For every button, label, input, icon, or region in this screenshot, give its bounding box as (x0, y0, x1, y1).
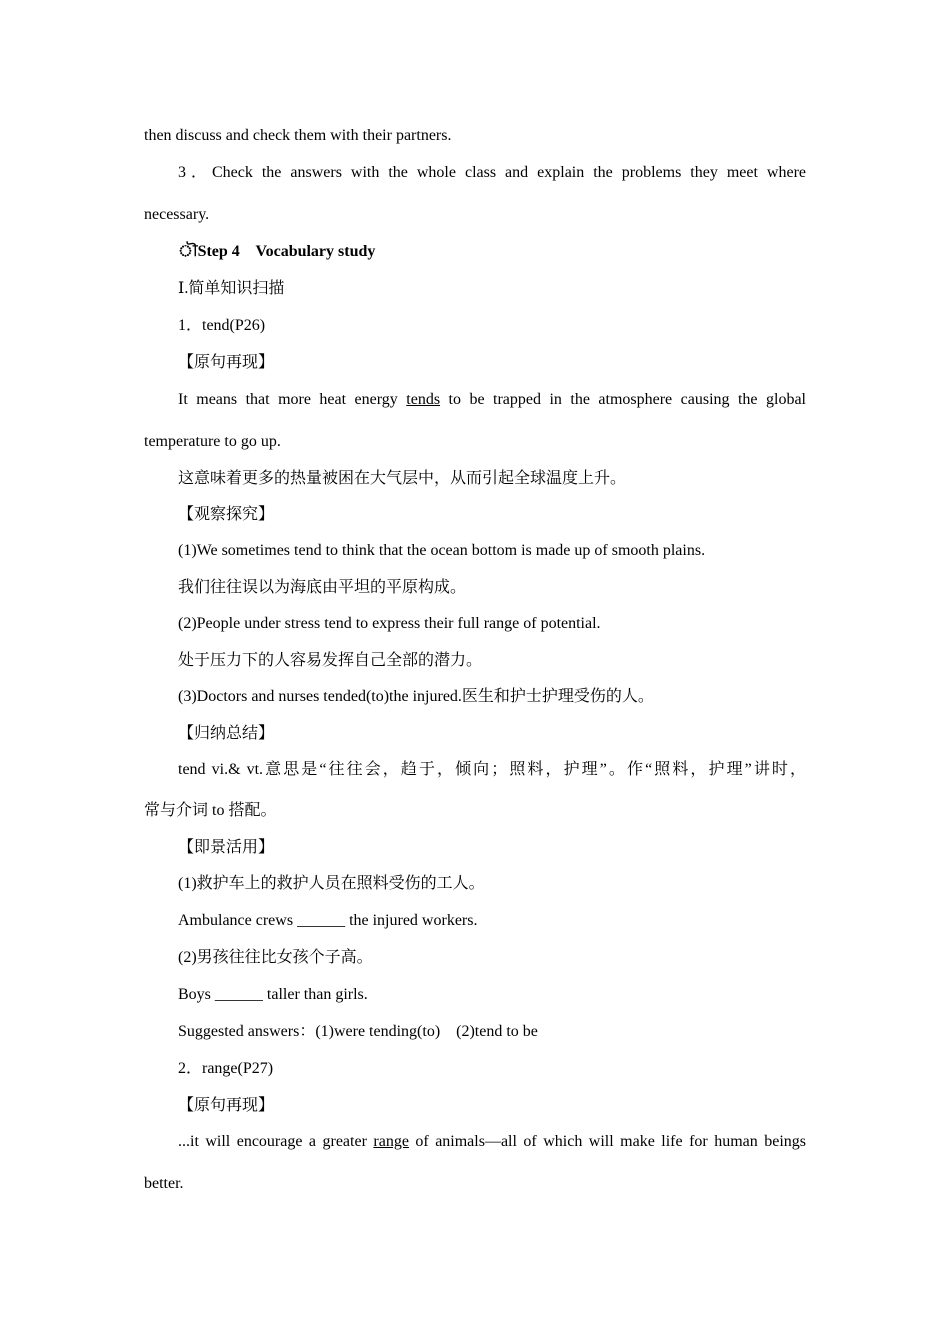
paragraph-line: better. (144, 1175, 184, 1192)
sentence-text: to be trapped in the atmosphere causing the global (440, 391, 807, 408)
exercise-prompt: (1)救护车上的救护人员在照料受伤的工人。 (178, 875, 485, 892)
step-marker: ৗ (178, 243, 198, 260)
paragraph-line: 3．Check the answers with the whole class and explain the problems they meet where (178, 164, 807, 181)
keyword-underlined: tends (406, 391, 441, 408)
sentence-text: of animals—all of which will make life for human beings (408, 1133, 806, 1150)
suggested-answers: Suggested answers：(1)were tending(to) (2)tend to be (178, 1023, 538, 1040)
example-sentence: (3)Doctors and nurses tended(to)the injured.医生和护士护理受伤的人。 (178, 688, 654, 705)
section-tag: 【原句再现】 (178, 1097, 275, 1114)
exercise-item: Boys ______ taller than girls. (178, 986, 368, 1003)
translation: 处于压力下的人容易发挥自己全部的潜力。 (178, 652, 483, 669)
exercise-prompt: (2)男孩往往比女孩个子高。 (178, 949, 373, 966)
example-sentence: (1)We sometimes tend to think that the ocean bottom is made up of smooth plains. (178, 542, 706, 559)
section-tag: 【归纳总结】 (178, 725, 275, 742)
sentence-text: It means that more heat energy (178, 391, 407, 408)
keyword-underlined: range (373, 1133, 409, 1150)
section-tag: 【原句再现】 (178, 354, 275, 371)
paragraph-line: necessary. (144, 206, 210, 223)
paragraph-line: then discuss and check them with their partners. (144, 127, 452, 144)
paragraph-line: temperature to go up. (144, 433, 281, 450)
section-heading: Ⅰ.简单知识扫描 (178, 280, 285, 297)
word-heading: 2．range(P27) (178, 1060, 274, 1077)
translation: 这意味着更多的热量被困在大气层中，从而引起全球温度上升。 (178, 470, 627, 487)
step-heading (178, 242, 375, 262)
exercise-item: Ambulance crews ______ the injured workers. (178, 912, 478, 929)
section-tag: 【即景活用】 (178, 839, 275, 856)
summary-line: 常与介词 to 搭配。 (144, 802, 277, 819)
word-heading: 1．tend(P26) (178, 317, 266, 334)
translation: 我们往往误以为海底由平坦的平原构成。 (178, 579, 467, 596)
example-sentence: (2)People under stress tend to express their full range of potential. (178, 615, 601, 632)
sentence-text: ...it will encourage a greater (178, 1133, 374, 1150)
summary-line: tend vi.& vt.意思是“往往会，趋于，倾向；照料，护理”。作“照料，护理”讲时， (178, 761, 806, 778)
example-sentence (178, 390, 806, 410)
step-title: Step 4 Vocabulary study (197, 243, 376, 260)
example-sentence (178, 1132, 806, 1152)
section-tag: 【观察探究】 (178, 506, 275, 523)
